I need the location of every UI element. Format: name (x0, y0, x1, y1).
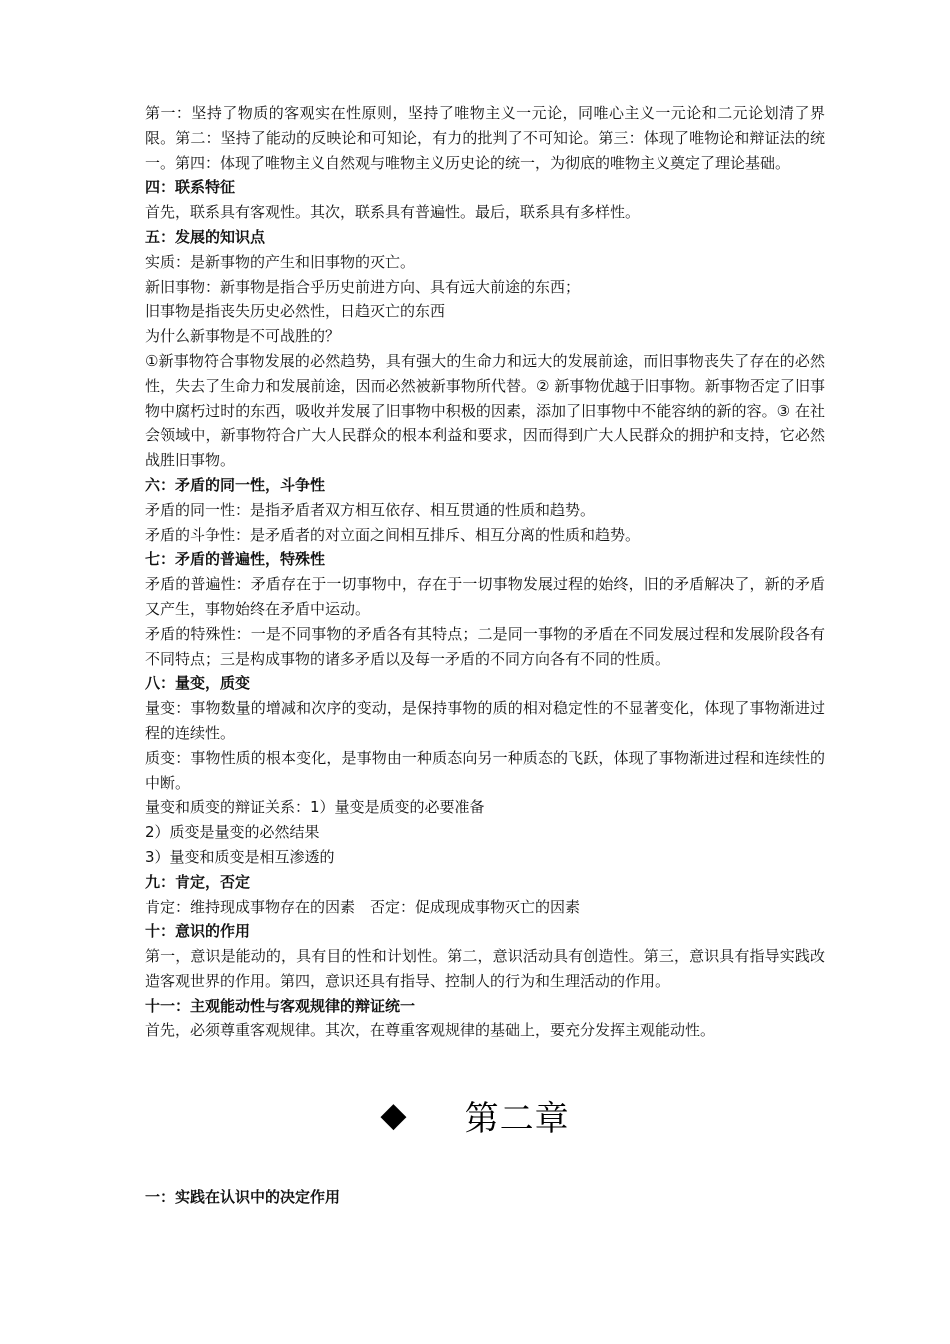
paragraph: 矛盾的特殊性：一是不同事物的矛盾各有其特点；二是同一事物的矛盾在不同发展过程和发展阶段各有不同特点；三是构成事物的诸多矛盾以及每一矛盾的不同方向各有不同的性质。 (145, 624, 825, 668)
paragraph: 质变：事物性质的根本变化，是事物由一种质态向另一种质态的飞跃，体现了事物渐进过程和连续性的中断。 (145, 748, 825, 792)
section-heading: 八：量变，质变 (145, 674, 251, 693)
section-heading: 六：矛盾的同一性，斗争性 (145, 475, 326, 494)
paragraph: 3）量变和质变是相互渗透的 (145, 847, 335, 866)
paragraph: 肯定：维持现成事物存在的因素 否定：促成现成事物灭亡的因素 (145, 897, 581, 916)
paragraph: 量变和质变的辩证关系：1）量变是质变的必要准备 (145, 798, 485, 817)
paragraph: 2）质变是量变的必然结果 (145, 823, 320, 842)
chapter-title: 第二章 (464, 1098, 570, 1139)
paragraph: 矛盾的斗争性：是矛盾者的对立面之间相互排斥、相互分离的性质和趋势。 (145, 525, 641, 544)
diamond-icon: ◆ (380, 1095, 407, 1135)
paragraph: 第一，意识是能动的，具有目的性和计划性。第二，意识活动具有创造性。第三，意识具有指导实践改造客观世界的作用。第四，意识还具有指导、控制人的行为和生理活动的作用。 (145, 947, 825, 990)
section-heading: 四：联系特征 (145, 178, 236, 197)
document-body (145, 101, 825, 1043)
paragraph: 矛盾的同一性：是指矛盾者双方相互依存、相互贯通的性质和趋势。 (145, 500, 596, 519)
paragraph: ①新事物符合事物发展的必然趋势，具有强大的生命力和远大的发展前途，而旧事物丧失了存在的必然性，失去了生命力和发展前途，因而必然被新事物所代替。② 新事物优越于旧事物。新事物否定了旧事物中腐朽过时的东西，吸收并发展了旧事物中积极的因素，添加了旧事物中不能容纳的新的容。③ 在社会领域中，新事物符合广大人民群众的根本利益和要求，因而得到广大人民群众的拥护和支持，它必然战胜旧事物。 (145, 351, 825, 470)
section-heading: 九：肯定，否定 (145, 872, 251, 891)
paragraph: 为什么新事物是不可战胜的？ (145, 327, 341, 346)
paragraph: 首先，联系具有客观性。其次，联系具有普遍性。最后，联系具有多样性。 (145, 203, 641, 222)
paragraph: 首先，必须尊重客观规律。其次，在尊重客观规律的基础上，要充分发挥主观能动性。 (145, 1021, 716, 1040)
chapter-heading (0, 1090, 950, 1140)
paragraph: 实质：是新事物的产生和旧事物的灭亡。 (145, 252, 416, 271)
section-heading: 一：实践在认识中的决定作用 (145, 1188, 341, 1206)
section-heading: 五：发展的知识点 (145, 227, 266, 246)
section-heading: 七：矛盾的普遍性，特殊性 (145, 550, 326, 569)
paragraph: 旧事物是指丧失历史必然性，日趋灭亡的东西 (145, 302, 446, 321)
section-heading: 十一：主观能动性与客观规律的辩证统一 (145, 996, 416, 1015)
section-heading: 十：意识的作用 (145, 922, 251, 941)
paragraph: 第一：坚持了物质的客观实在性原则，坚持了唯物主义一元论，同唯心主义一元论和二元论划清了界限。第二：坚持了能动的反映论和可知论，有力的批判了不可知论。第三：体现了唯物论和辩证法的统一。第四：体现了唯物主义自然观与唯物主义历史论的统一，为彻底的唯物主义奠定了理论基础。 (145, 104, 825, 172)
paragraph: 新旧事物：新事物是指合乎历史前进方向、具有远大前途的东西； (145, 277, 581, 296)
paragraph: 量变：事物数量的增减和次序的变动，是保持事物的质的相对稳定性的不显著变化，体现了事物渐进过程的连续性。 (145, 699, 825, 742)
paragraph: 矛盾的普遍性：矛盾存在于一切事物中，存在于一切事物发展过程的始终，旧的矛盾解决了，新的矛盾又产生，事物始终在矛盾中运动。 (145, 575, 825, 618)
